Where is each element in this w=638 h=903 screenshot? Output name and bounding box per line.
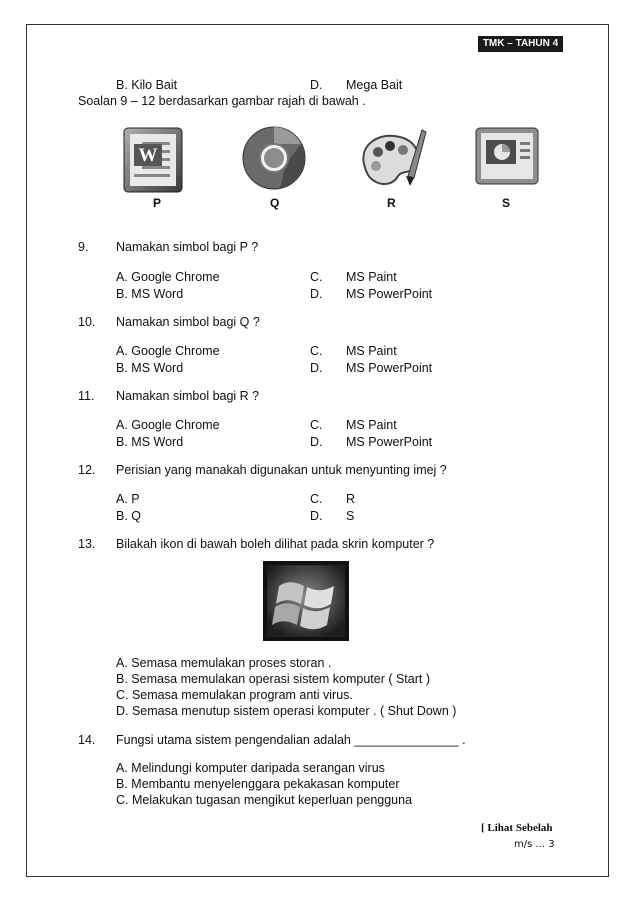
option-b: B. MS Word — [116, 361, 184, 375]
option-b: B. Q — [116, 509, 142, 523]
prev-option-d-text: Mega Bait — [346, 78, 403, 92]
ms-paint-icon — [356, 124, 428, 197]
option-c-letter: C. — [310, 492, 323, 506]
question-number: 12. — [78, 463, 96, 477]
option-d-text: MS PowerPoint — [346, 287, 433, 301]
option-d-text: MS PowerPoint — [346, 361, 433, 375]
option-c-letter: C. — [310, 270, 323, 284]
page-number: m/s ... 3 — [514, 839, 555, 850]
question-text: Perisian yang manakah digunakan untuk menyunting imej ? — [116, 463, 447, 477]
option-a: A. P — [116, 492, 140, 506]
option-a: A. Google Chrome — [116, 344, 220, 358]
option-a: A. Semasa memulakan proses storan . — [116, 656, 332, 670]
option-b: B. MS Word — [116, 435, 184, 449]
svg-text:W: W — [138, 145, 158, 166]
question-number: 10. — [78, 315, 96, 329]
question-number: 9. — [78, 240, 89, 254]
option-d-letter: D. — [310, 287, 323, 301]
option-b: B. Membantu menyelenggara pekakasan komputer — [116, 777, 400, 791]
section-intro: Soalan 9 – 12 berdasarkan gambar rajah di bawah . — [78, 94, 366, 108]
question-text: Namakan simbol bagi P ? — [116, 240, 259, 254]
question-text: Namakan simbol bagi Q ? — [116, 315, 260, 329]
icon-label-s: S — [502, 196, 511, 210]
subject-tag: TMK – TAHUN 4 — [478, 36, 563, 52]
icon-label-p: P — [153, 196, 162, 210]
option-d-letter: D. — [310, 435, 323, 449]
option-a: A. Melindungi komputer daripada serangan virus — [116, 761, 385, 775]
question-text: Bilakah ikon di bawah boleh dilihat pada skrin komputer ? — [116, 537, 435, 551]
prev-option-d-letter: D. — [310, 78, 323, 92]
option-c-text: R — [346, 492, 356, 506]
option-a: A. Google Chrome — [116, 418, 220, 432]
option-a: A. Google Chrome — [116, 270, 220, 284]
option-d: D. Semasa menutup sistem operasi komputer . ( Shut Down ) — [116, 704, 457, 718]
icon-label-q: Q — [270, 196, 280, 210]
next-page-note: [ Lihat Sebelah — [481, 822, 553, 834]
option-c-letter: C. — [310, 418, 323, 432]
icon-label-r: R — [387, 196, 396, 210]
option-d-letter: D. — [310, 509, 323, 523]
prev-option-b: B. Kilo Bait — [116, 78, 178, 92]
option-b: B. MS Word — [116, 287, 184, 301]
option-c-letter: C. — [310, 344, 323, 358]
option-b: B. Semasa memulakan operasi sistem komputer ( Start ) — [116, 672, 431, 686]
question-number: 11. — [78, 389, 95, 403]
option-d-text: MS PowerPoint — [346, 435, 433, 449]
option-c: C. Melakukan tugasan mengikut keperluan pengguna — [116, 793, 413, 807]
option-d-letter: D. — [310, 361, 323, 375]
option-c-text: MS Paint — [346, 270, 397, 284]
option-d-text: S — [346, 509, 355, 523]
ms-powerpoint-icon — [472, 124, 544, 195]
chrome-icon — [240, 124, 308, 197]
question-text: Fungsi utama sistem pengendalian adalah _______________ . — [116, 733, 466, 747]
windows-logo-icon — [262, 560, 350, 647]
option-c: C. Semasa memulakan program anti virus. — [116, 688, 353, 702]
option-c-text: MS Paint — [346, 344, 397, 358]
question-number: 13. — [78, 537, 96, 551]
question-number: 14. — [78, 733, 96, 747]
ms-word-icon — [120, 124, 192, 201]
option-c-text: MS Paint — [346, 418, 397, 432]
question-text: Namakan simbol bagi R ? — [116, 389, 260, 403]
